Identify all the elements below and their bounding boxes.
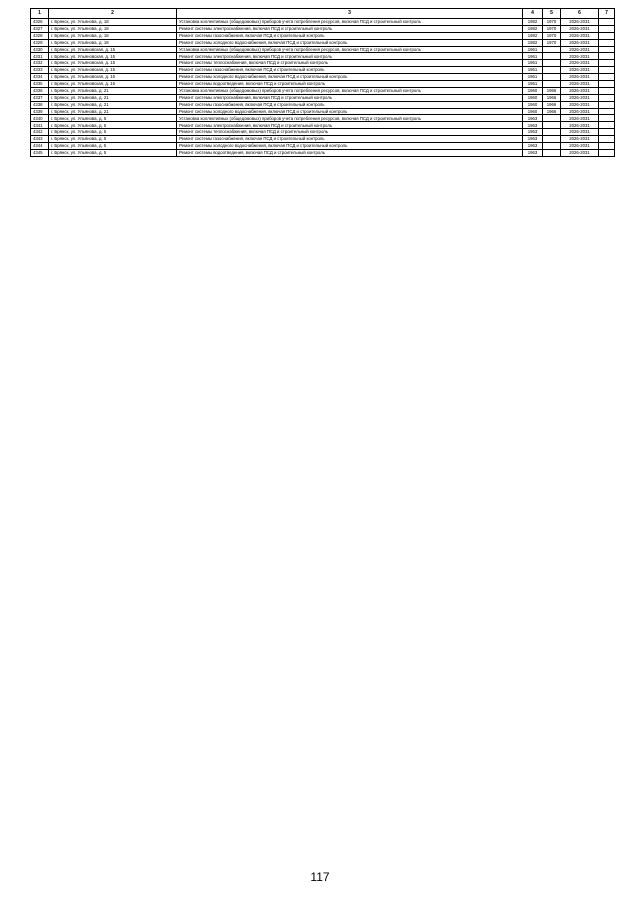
work-type-cell: Ремонт системы газоснабжения, включая ПСД и строительный контроль (177, 67, 523, 74)
table-row (31, 39, 615, 46)
address-cell: г. Брянск, ул. Ульянова, д. 5 (49, 149, 177, 156)
work-type-cell: Ремонт системы водоотведения, включая ПСД и строительный контроль (177, 149, 523, 156)
row-number-cell: 4341 (31, 122, 49, 129)
address-cell: г. Брянск, ул. Ульянова, д. 18 (49, 25, 177, 32)
work-type-cell: Ремонт системы холодного водоснабжения, включая ПСД и строительный контроль (177, 74, 523, 81)
empty-cell (599, 81, 615, 88)
period-cell: 2026-2031 (561, 39, 599, 46)
row-number-cell: 4339 (31, 108, 49, 115)
table-row (31, 32, 615, 39)
row-number-cell: 4335 (31, 81, 49, 88)
period-cell: 2026-2031 (561, 129, 599, 136)
year-cell: 1966 (543, 108, 561, 115)
period-cell: 2026-2031 (561, 60, 599, 67)
table-row (31, 149, 615, 156)
work-type-cell: Ремонт системы холодного водоснабжения, включая ПСД и строительный контроль (177, 108, 523, 115)
address-cell: г. Брянск, ул. Ульянова, д. 18 (49, 19, 177, 26)
year-cell (543, 115, 561, 122)
address-cell: г. Брянск, ул. Ульяновская, д. 15 (49, 81, 177, 88)
column-header: 2 (49, 9, 177, 19)
year-cell (543, 74, 561, 81)
empty-cell (599, 53, 615, 60)
period-cell: 2026-2031 (561, 143, 599, 150)
year-cell: 1963 (523, 122, 543, 129)
work-type-cell: Установка коллективных (общедомовых) приборов учета потребления ресурсов, включая ПСД и строительный контроль (177, 19, 523, 26)
year-cell (543, 67, 561, 74)
year-cell: 1982 (523, 39, 543, 46)
address-cell: г. Брянск, ул. Ульянова, д. 21 (49, 101, 177, 108)
empty-cell (599, 149, 615, 156)
row-number-cell: 4331 (31, 53, 49, 60)
row-number-cell: 4338 (31, 101, 49, 108)
work-type-cell: Ремонт системы электроснабжения, включая ПСД и строительный контроль (177, 122, 523, 129)
empty-cell (599, 39, 615, 46)
work-type-cell: Ремонт системы холодного водоснабжения, включая ПСД и строительный контроль (177, 143, 523, 150)
document-table-sheet (30, 8, 614, 157)
address-cell: г. Брянск, ул. Ульянова, д. 21 (49, 94, 177, 101)
row-number-cell: 4334 (31, 74, 49, 81)
period-cell: 2026-2031 (561, 122, 599, 129)
work-type-cell: Ремонт системы электроснабжения, включая ПСД и строительный контроль (177, 53, 523, 60)
year-cell (543, 122, 561, 129)
empty-cell (599, 32, 615, 39)
table-body (31, 19, 615, 157)
address-cell: г. Брянск, ул. Ульянова, д. 5 (49, 136, 177, 143)
table-header-row (31, 9, 615, 19)
table-row (31, 74, 615, 81)
table-row (31, 129, 615, 136)
period-cell: 2026-2031 (561, 87, 599, 94)
year-cell: 1961 (523, 74, 543, 81)
year-cell: 1966 (543, 87, 561, 94)
empty-cell (599, 19, 615, 26)
year-cell: 1982 (523, 32, 543, 39)
work-type-cell: Ремонт системы электроснабжения, включая ПСД и строительный контроль (177, 25, 523, 32)
table-row (31, 81, 615, 88)
table-row (31, 122, 615, 129)
period-cell: 2026-2031 (561, 53, 599, 60)
year-cell: 1961 (523, 53, 543, 60)
table-row (31, 94, 615, 101)
period-cell: 2026-2031 (561, 115, 599, 122)
column-header: 5 (543, 9, 561, 19)
row-number-cell: 4330 (31, 46, 49, 53)
table-row (31, 115, 615, 122)
address-cell: г. Брянск, ул. Ульянова, д. 21 (49, 87, 177, 94)
period-cell: 2026-2031 (561, 74, 599, 81)
year-cell: 1960 (523, 101, 543, 108)
period-cell: 2026-2031 (561, 32, 599, 39)
table-row (31, 19, 615, 26)
address-cell: г. Брянск, ул. Ульянова, д. 18 (49, 32, 177, 39)
empty-cell (599, 87, 615, 94)
period-cell: 2026-2031 (561, 25, 599, 32)
column-header: 1 (31, 9, 49, 19)
address-cell: г. Брянск, ул. Ульянова, д. 18 (49, 39, 177, 46)
row-number-cell: 4327 (31, 25, 49, 32)
empty-cell (599, 46, 615, 53)
year-cell: 1970 (543, 32, 561, 39)
address-cell: г. Брянск, ул. Ульяновская, д. 15 (49, 74, 177, 81)
year-cell: 1966 (543, 94, 561, 101)
year-cell: 1960 (523, 94, 543, 101)
work-type-cell: Ремонт системы водоотведения, включая ПСД и строительный контроль (177, 81, 523, 88)
year-cell: 1963 (523, 136, 543, 143)
period-cell: 2026-2031 (561, 81, 599, 88)
year-cell: 1970 (543, 39, 561, 46)
year-cell: 1970 (543, 25, 561, 32)
page-number: 117 (310, 870, 330, 884)
row-number-cell: 4336 (31, 87, 49, 94)
year-cell: 1961 (523, 60, 543, 67)
year-cell: 1982 (523, 19, 543, 26)
year-cell: 1960 (523, 108, 543, 115)
period-cell: 2026-2031 (561, 108, 599, 115)
year-cell: 1970 (543, 19, 561, 26)
year-cell: 1963 (523, 143, 543, 150)
year-cell: 1966 (543, 101, 561, 108)
period-cell: 2026-2031 (561, 19, 599, 26)
empty-cell (599, 25, 615, 32)
year-cell (543, 143, 561, 150)
table-row (31, 108, 615, 115)
empty-cell (599, 67, 615, 74)
address-cell: г. Брянск, ул. Ульянова, д. 5 (49, 143, 177, 150)
year-cell (543, 60, 561, 67)
empty-cell (599, 136, 615, 143)
period-cell: 2026-2031 (561, 136, 599, 143)
address-cell: г. Брянск, ул. Ульянова, д. 5 (49, 122, 177, 129)
work-type-cell: Ремонт системы холодного водоснабжения, включая ПСД и строительный контроль (177, 39, 523, 46)
work-type-cell: Ремонт системы газоснабжения, включая ПСД и строительный контроль (177, 32, 523, 39)
column-header: 3 (177, 9, 523, 19)
year-cell: 1960 (523, 87, 543, 94)
table-row (31, 53, 615, 60)
period-cell: 2026-2031 (561, 46, 599, 53)
period-cell: 2026-2031 (561, 149, 599, 156)
empty-cell (599, 143, 615, 150)
table-row (31, 67, 615, 74)
year-cell: 1963 (523, 149, 543, 156)
address-cell: г. Брянск, ул. Ульянова, д. 5 (49, 129, 177, 136)
row-number-cell: 4337 (31, 94, 49, 101)
row-number-cell: 4345 (31, 149, 49, 156)
year-cell (543, 129, 561, 136)
address-cell: г. Брянск, ул. Ульяновская, д. 15 (49, 60, 177, 67)
work-type-cell: Установка коллективных (общедомовых) приборов учета потребления ресурсов, включая ПСД и строительный контроль (177, 87, 523, 94)
empty-cell (599, 94, 615, 101)
year-cell (543, 46, 561, 53)
work-type-cell: Ремонт системы теплоснабжения, включая ПСД и строительный контроль (177, 129, 523, 136)
year-cell (543, 81, 561, 88)
table-row (31, 143, 615, 150)
table-row (31, 60, 615, 67)
column-header: 7 (599, 9, 615, 19)
year-cell: 1982 (523, 25, 543, 32)
year-cell (543, 136, 561, 143)
address-cell: г. Брянск, ул. Ульяновская, д. 15 (49, 53, 177, 60)
empty-cell (599, 60, 615, 67)
year-cell (543, 53, 561, 60)
row-number-cell: 4333 (31, 67, 49, 74)
empty-cell (599, 129, 615, 136)
work-type-cell: Установка коллективных (общедомовых) приборов учета потребления ресурсов, включая ПСД и строительный контроль (177, 115, 523, 122)
year-cell (543, 149, 561, 156)
row-number-cell: 4328 (31, 32, 49, 39)
year-cell: 1963 (523, 115, 543, 122)
year-cell: 1963 (523, 129, 543, 136)
repair-schedule-table (30, 8, 615, 157)
year-cell: 1961 (523, 46, 543, 53)
row-number-cell: 4332 (31, 60, 49, 67)
row-number-cell: 4342 (31, 129, 49, 136)
column-header: 6 (561, 9, 599, 19)
row-number-cell: 4344 (31, 143, 49, 150)
empty-cell (599, 108, 615, 115)
row-number-cell: 4340 (31, 115, 49, 122)
address-cell: г. Брянск, ул. Ульяновская, д. 15 (49, 67, 177, 74)
work-type-cell: Ремонт системы газоснабжения, включая ПСД и строительный контроль (177, 136, 523, 143)
work-type-cell: Ремонт системы газоснабжения, включая ПСД и строительный контроль (177, 101, 523, 108)
row-number-cell: 4343 (31, 136, 49, 143)
empty-cell (599, 115, 615, 122)
period-cell: 2026-2031 (561, 101, 599, 108)
address-cell: г. Брянск, ул. Ульянова, д. 21 (49, 108, 177, 115)
empty-cell (599, 101, 615, 108)
year-cell: 1961 (523, 67, 543, 74)
row-number-cell: 4326 (31, 19, 49, 26)
table-row (31, 101, 615, 108)
period-cell: 2026-2031 (561, 94, 599, 101)
table-row (31, 87, 615, 94)
work-type-cell: Ремонт системы теплоснабжения, включая ПСД и строительный контроль (177, 60, 523, 67)
table-row (31, 25, 615, 32)
address-cell: г. Брянск, ул. Ульянова, д. 5 (49, 115, 177, 122)
empty-cell (599, 74, 615, 81)
table-row (31, 46, 615, 53)
table-row (31, 136, 615, 143)
address-cell: г. Брянск, ул. Ульяновская, д. 15 (49, 46, 177, 53)
row-number-cell: 4329 (31, 39, 49, 46)
empty-cell (599, 122, 615, 129)
year-cell: 1961 (523, 81, 543, 88)
column-header: 4 (523, 9, 543, 19)
work-type-cell: Установка коллективных (общедомовых) приборов учета потребления ресурсов, включая ПСД и строительный контроль (177, 46, 523, 53)
period-cell: 2026-2031 (561, 67, 599, 74)
work-type-cell: Ремонт системы электроснабжения, включая ПСД и строительный контроль (177, 94, 523, 101)
